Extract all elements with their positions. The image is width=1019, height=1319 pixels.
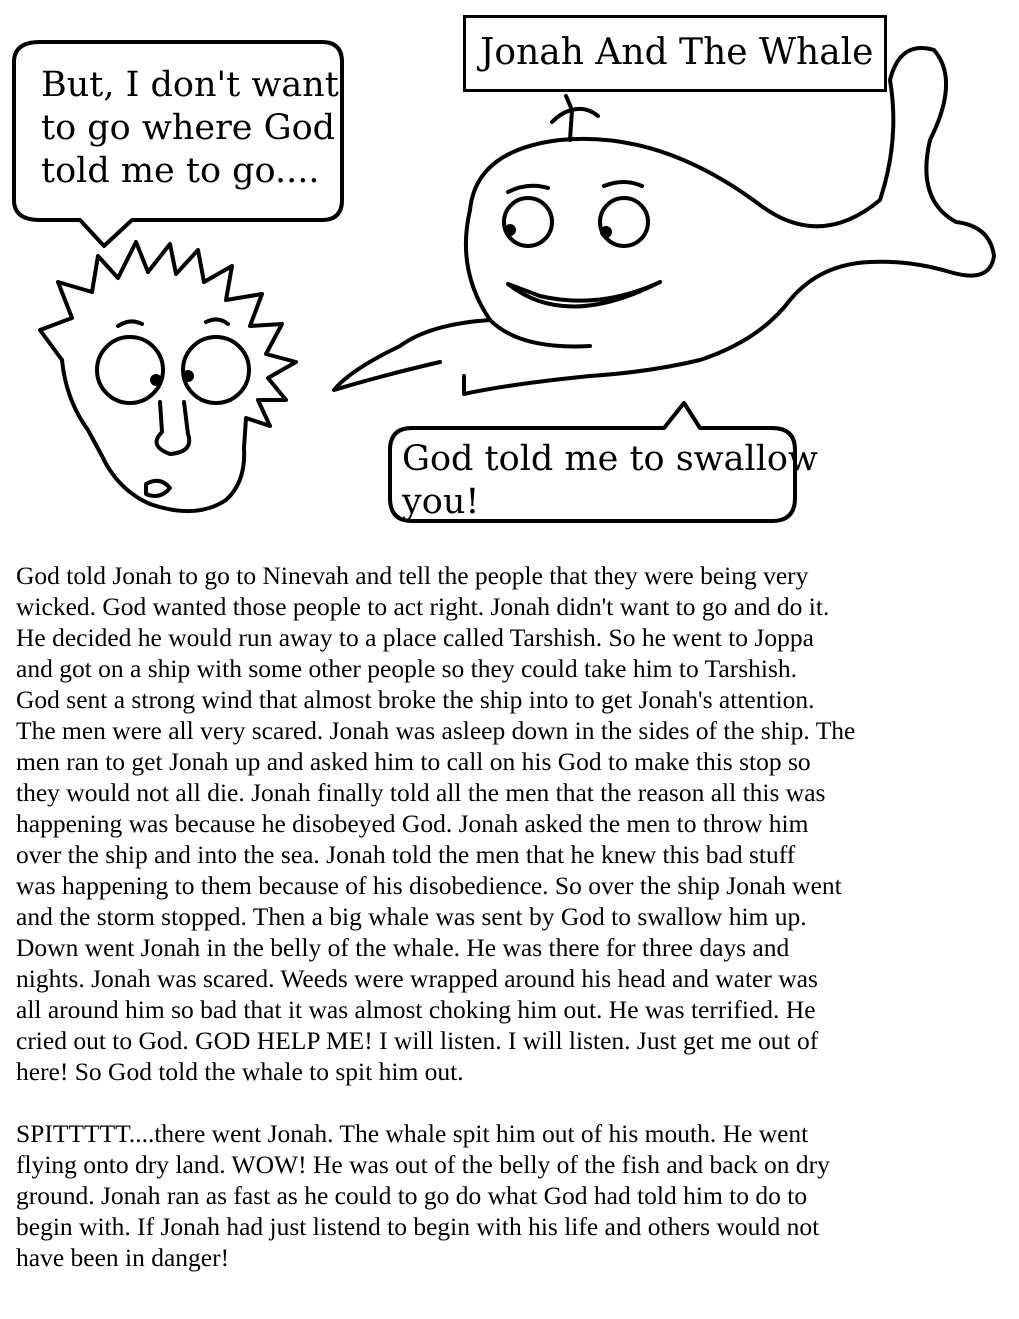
whale-brow-left bbox=[508, 186, 548, 192]
whale-belly bbox=[466, 210, 590, 346]
whale bbox=[334, 48, 994, 394]
story-paragraph-1: God told Jonah to go to Ninevah and tell the people that they were being very wicked. God wanted those people to act right. Jonah didn't want to go and do it. He decided he would run away to a place called Tarshish. So he went to Joppa and got on a ship with some other people so they could take him to Tarshish. God sent a strong wind that almost broke the ship into to get Jonah's attention. The men were all very scared. Jonah was asleep down in the sides of the ship. The men ran to get Jonah up and asked him to call on his God to make this stop so they would not all die. Jonah finally told all the men that the reason all this was happening was because he disobeyed God. Jonah asked the men to throw him over the ship and into the sea. Jonah told the men that he knew this bad stuff was happening to them because of his disobedience. So over the ship Jonah went and the storm stopped. Then a big whale was sent by God to swallow him up. Down went Jonah in the belly of the whale. He was there for three days and nights. Jonah was scared. Weeds were wrapped around his head and water was all around him so bad that it was almost choking him out. He was terrified. He cried out to God. GOD HELP ME! I will listen. I will listen. Just get me out of here! So God told the whale to spit him out. bbox=[16, 561, 856, 1086]
jonah-speech-line: to go where God bbox=[41, 108, 336, 148]
jonah-brow-left bbox=[118, 321, 142, 326]
story-paragraph-2: SPITTTTT....there went Jonah. The whale spit him out of his mouth. He went flying onto dry land. WOW! He was out of the belly of the fish and back on dry ground. Jonah ran as fast as he could to go do what God had told him to do to begin with. If Jonah had just listend to begin with his life and others would not have been in danger! bbox=[16, 1119, 830, 1272]
jonah-face bbox=[40, 242, 296, 511]
jonah-speech-text bbox=[41, 64, 339, 193]
whale-spout bbox=[552, 96, 598, 140]
whale-speech-line: you! bbox=[402, 482, 480, 522]
whale-flipper bbox=[334, 320, 490, 390]
jonah-right-eye bbox=[183, 337, 249, 403]
jonah-mouth bbox=[146, 481, 170, 496]
jonah-brow-right bbox=[206, 319, 228, 324]
whale-flipper-lower bbox=[464, 376, 590, 394]
whale-speech-line: God told me to swallow bbox=[402, 439, 818, 479]
whale-left-eye bbox=[504, 198, 552, 246]
jonah-nose bbox=[157, 402, 190, 454]
whale-brow-right bbox=[604, 182, 642, 186]
whale-right-eye bbox=[600, 198, 648, 246]
jonah-speech-line: told me to go.... bbox=[41, 151, 320, 191]
page-title: Jonah And The Whale bbox=[463, 15, 887, 92]
jonah-speech-line: But, I don't want bbox=[41, 65, 339, 105]
whale-smile bbox=[508, 282, 660, 307]
whale-speech-text bbox=[402, 438, 818, 524]
jonah-left-eye bbox=[97, 337, 163, 403]
story-text bbox=[16, 560, 1011, 1273]
